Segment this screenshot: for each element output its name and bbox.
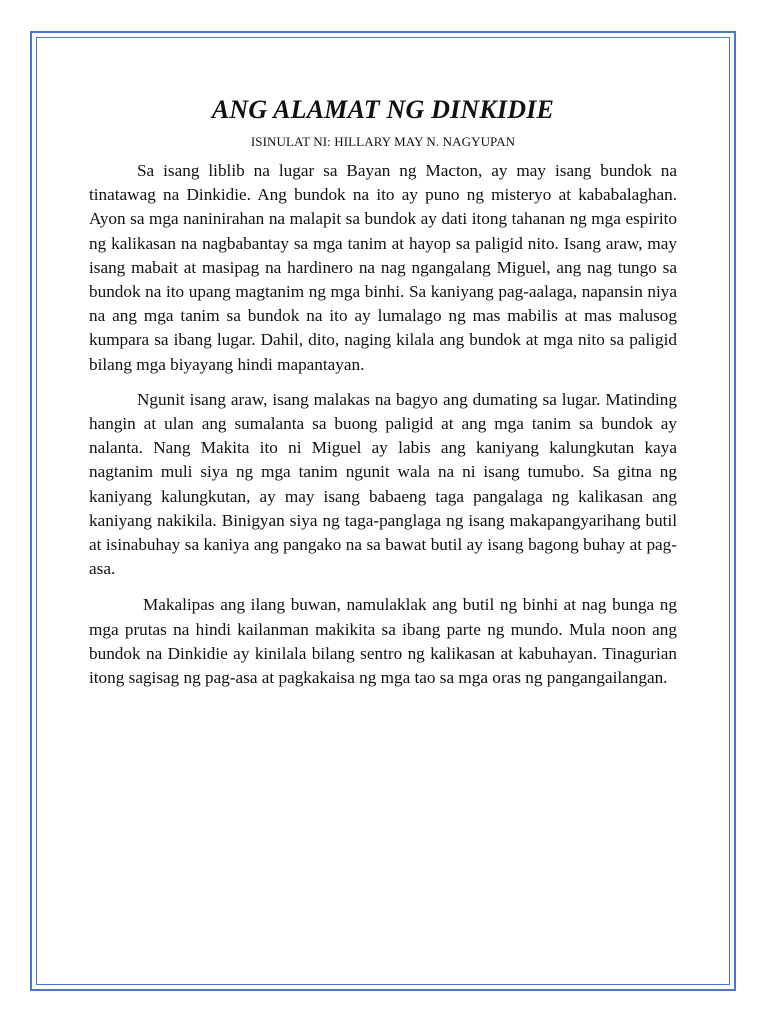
document-title: ANG ALAMAT NG DINKIDIE — [211, 95, 555, 124]
author-line: ISINULAT NI: HILLARY MAY N. NAGYUPAN — [250, 134, 516, 149]
paragraph-1: Sa isang liblib na lugar sa Bayan ng Macton, ay may isang bundok na tinatawag na Dinkidie. Ang bundok na ito ay puno ng misteryo at kababalaghan. Ayon sa mga naninirahan na malapit sa bundok ay dati itong tahanan ng mga espirito ng kalikasan na nagbabantay sa mga tanim at hayop sa paligid nito. Isang araw, may isang mabait at masipag na hardinero na nag ngangalang Miguel, ang nag tungo sa bundok na ito upang magtanim ng mga binhi. Sa kaniyang pag-aalaga, napansin niya na ang mga tanim sa bundok na ito ay lumalago ng mas mabilis at mas malusog kumpara sa ibang lugar. Dahil, dito, naging kilala ang bundok at mga nito sa paligid bilang mga biyayang hindi mapantayan. — [89, 161, 677, 374]
paragraph-2: Ngunit isang araw, isang malakas na bagyo ang dumating sa lugar. Matinding hangin at ulan ang sumalanta sa buong paligid at ang mga tanim sa bundok ay nalanta. Nang Makita ito ni Miguel ay labis ang kaniyang kalungkutan kaya nagtanim muli siya ng mga tanim ngunit wala na ni isang tumubo. Sa gitna ng kaniyang kalungkutan, ay may isang babaeng taga pangalaga ng kalikasan ang kaniyang nakikila. Binigyan siya ng taga-panglaga ng isang makapangyarihang butil at isinabuhay sa kaniya ang pangako na sa bawat butil ay isang bagong buhay at pag-asa. — [89, 389, 677, 579]
document-page — [89, 95, 677, 690]
paragraph-3: Makalipas ang ilang buwan, namulaklak ang butil ng binhi at nag bunga ng mga prutas na hindi kailanman makikita sa ibang parte ng mundo. Mula noon ang bundok na Dinkidie ay kinilala bilang sentro ng kalikasan at kabuhayan. Tinagurian itong sagisag ng pag-asa at pagkakaisa ng mga tao sa mga oras ng pangangailangan. — [89, 595, 677, 688]
